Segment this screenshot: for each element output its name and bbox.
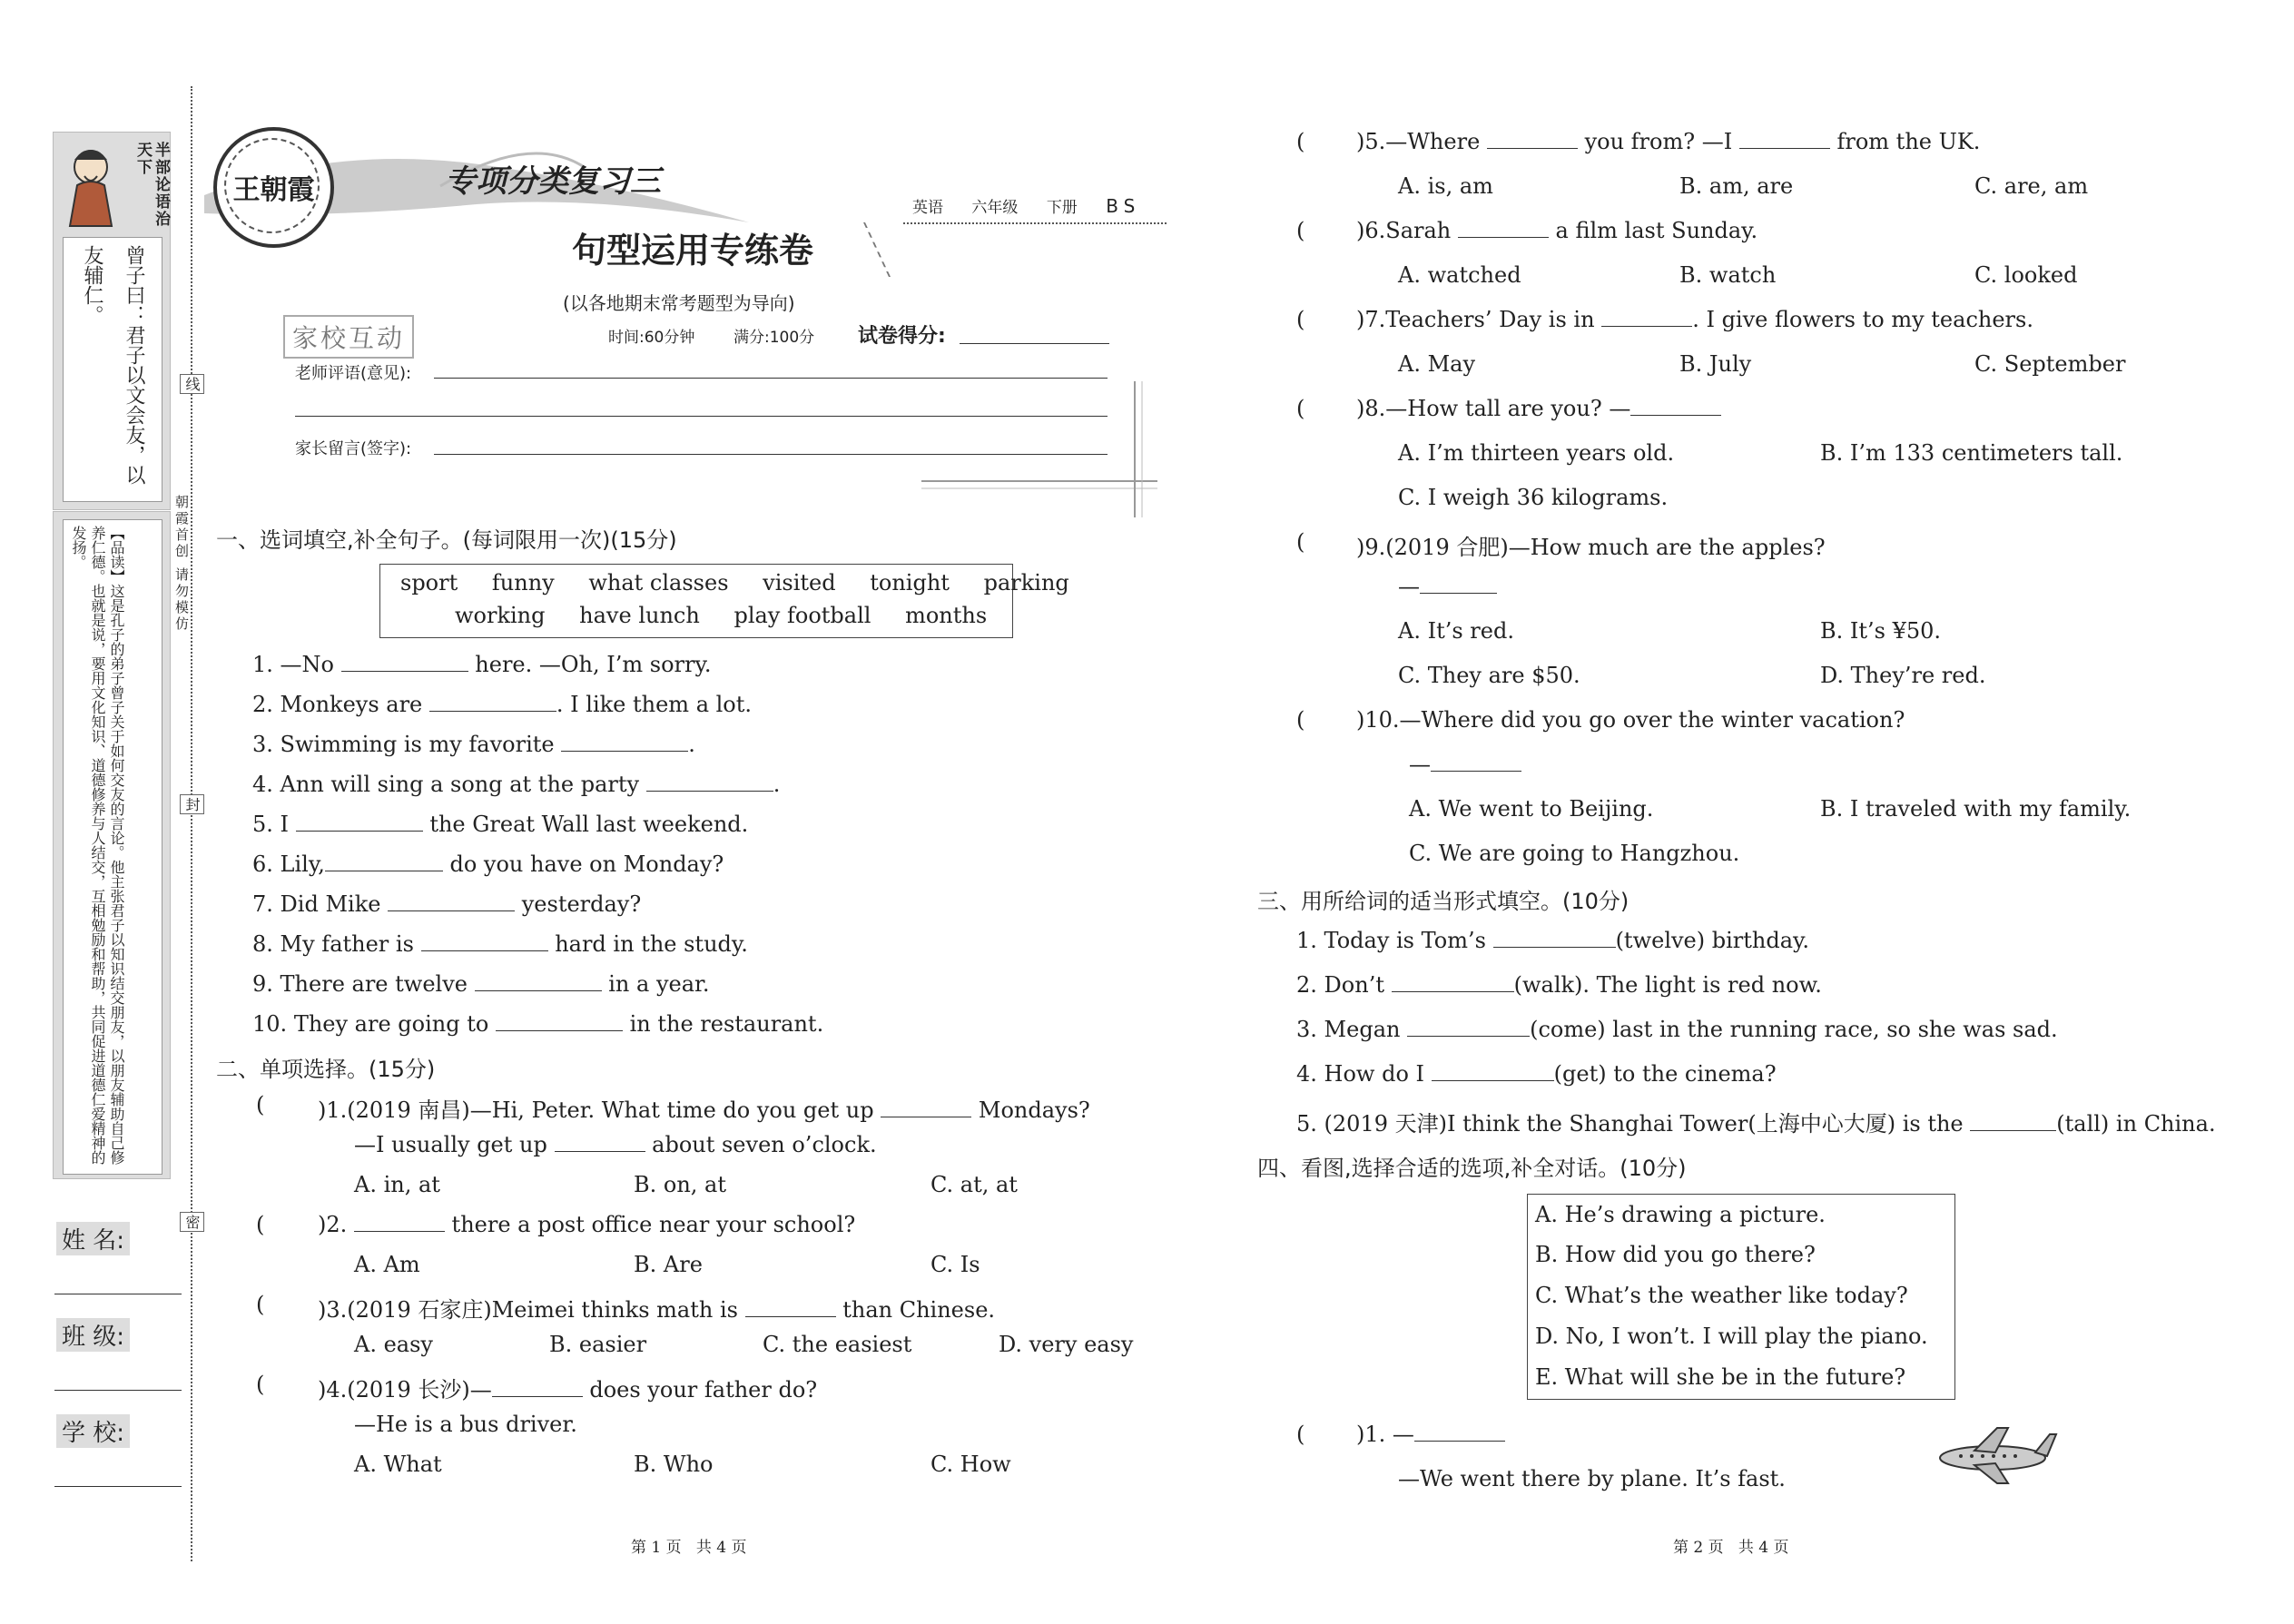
option-e: E. What will she be in the future?: [1535, 1364, 1906, 1390]
option[interactable]: C. How: [930, 1452, 1011, 1477]
main-title: 句型运用专练卷: [572, 230, 814, 271]
answer-blank[interactable]: [1630, 397, 1721, 416]
s3-item-1: 1. Today is Tom’s (twelve) birthday.: [1296, 928, 1810, 953]
option[interactable]: D. They’re red.: [1820, 663, 1986, 688]
answer-blank[interactable]: [646, 773, 773, 792]
answer-blank[interactable]: [1392, 973, 1514, 992]
answer-paren[interactable]: (: [1296, 307, 1305, 332]
option-d: D. No, I won’t. I will play the piano.: [1535, 1324, 1928, 1349]
home-school-badge: 家校互动: [283, 315, 414, 359]
s4-q1: )1. —: [1356, 1422, 1505, 1447]
word-bank-word: funny: [491, 570, 555, 595]
s2-q7: )7.Teachers’ Day is in . I give flowers to my teachers.: [1356, 307, 2033, 332]
word-bank-word: tonight: [870, 570, 950, 595]
option[interactable]: B. watch: [1679, 262, 1777, 288]
section4-title: 四、看图,选择合适的选项,补全对话。(10分): [1257, 1156, 1687, 1181]
airplane-icon: [1934, 1423, 2061, 1487]
word-bank: [379, 564, 1069, 638]
answer-paren[interactable]: (: [1296, 396, 1305, 421]
answer-blank[interactable]: [492, 1378, 583, 1397]
school-label: 学 校:: [56, 1414, 130, 1448]
section1-title: 一、选词填空,补全句子。(每词限用一次)(15分): [216, 527, 677, 553]
word-bank-word: visited: [763, 570, 836, 595]
copyright-notice: 朝霞首创 请勿模仿: [173, 495, 190, 633]
s1-item-5: 5. I the Great Wall last weekend.: [252, 812, 749, 837]
answer-blank[interactable]: [1601, 308, 1692, 327]
answer-blank[interactable]: [429, 693, 556, 712]
answer-blank[interactable]: [1407, 1018, 1530, 1037]
option[interactable]: C. We are going to Hangzhou.: [1409, 841, 1740, 866]
option[interactable]: B. It’s ¥50.: [1820, 618, 1942, 644]
score-label: 试卷得分:: [858, 325, 946, 348]
word-bank-word: have lunch: [579, 603, 700, 628]
s2-q9-line2: —: [1398, 574, 1497, 599]
s1-item-3: 3. Swimming is my favorite .: [252, 732, 695, 757]
answer-blank[interactable]: [1739, 130, 1830, 149]
series-title: 专项分类复习三: [445, 163, 661, 200]
word-bank-word: play football: [733, 603, 871, 628]
option[interactable]: B. I traveled with my family.: [1820, 796, 2132, 822]
s1-item-7: 7. Did Mike yesterday?: [252, 891, 642, 917]
answer-paren[interactable]: (: [1296, 129, 1305, 154]
option[interactable]: A. is, am: [1398, 173, 1493, 199]
answer-paren[interactable]: (: [256, 1092, 265, 1117]
answer-blank[interactable]: [475, 972, 602, 991]
cut-line-mark-1: 线: [180, 374, 204, 394]
option[interactable]: A. It’s red.: [1398, 618, 1514, 644]
sidebar: [53, 132, 169, 1185]
meta-edition: BS: [1106, 195, 1141, 217]
option[interactable]: A. watched: [1398, 262, 1521, 288]
option[interactable]: C. the easiest: [763, 1332, 912, 1357]
s2-q1-line2: —I usually get up about seven o’clock.: [354, 1132, 877, 1157]
meta-divider: [863, 222, 922, 277]
page-number-2: 第 2 页 共 4 页: [1673, 1539, 1789, 1557]
cut-line: [191, 86, 192, 1561]
s2-q8: )8.—How tall are you? —: [1356, 396, 1721, 421]
brand-logo-text: 王朝霞: [232, 174, 315, 206]
s3-item-5: 5. (2019 天津)I think the Shanghai Tower(上海中心大厦) is the (tall) in China.: [1296, 1111, 2216, 1137]
page-number-1: 第 1 页 共 4 页: [631, 1539, 747, 1557]
s3-item-2: 2. Don’t (walk). The light is red now.: [1296, 972, 1822, 998]
answer-blank[interactable]: [1431, 753, 1521, 772]
answer-blank[interactable]: [881, 1098, 971, 1117]
cut-line-mark-2: 封: [180, 794, 204, 814]
answer-blank[interactable]: [1970, 1112, 2056, 1131]
option[interactable]: B. on, at: [634, 1172, 727, 1197]
option-b: B. How did you go there?: [1535, 1242, 1816, 1267]
answer-blank[interactable]: [354, 1213, 445, 1232]
answer-blank[interactable]: [561, 733, 688, 752]
option[interactable]: C. I weigh 36 kilograms.: [1398, 485, 1669, 510]
option[interactable]: B. Are: [634, 1252, 703, 1277]
parent-comment-label: 家长留言(签字):: [295, 439, 412, 458]
answer-blank[interactable]: [388, 892, 515, 911]
sidebar-commentary: 【品读】这是孔子的弟子曾子关于如何交友的言论。他主张君子以知识结交朋友，以朋友辅助自己修养仁德。也就是说，要用文化知识、道德修养与人结交，互相勉励和帮助，共同促进道德仁爱精神的发扬。: [70, 526, 125, 1165]
time-label: 时间:60分钟: [608, 329, 695, 347]
sidebar-quote: 曾子曰：君子以文会友，以友辅仁。: [81, 245, 145, 485]
s2-q4-line2: —He is a bus driver.: [354, 1412, 577, 1437]
sidebar-header-chars: 半部论语治天下: [133, 142, 170, 228]
s1-item-8: 8. My father is hard in the study.: [252, 931, 748, 957]
s2-q10: )10.—Where did you go over the winter vacation?: [1356, 707, 1905, 733]
option[interactable]: A. We went to Beijing.: [1409, 796, 1654, 822]
answer-blank[interactable]: [555, 1133, 645, 1152]
option[interactable]: A. What: [354, 1452, 442, 1477]
option[interactable]: B. July: [1679, 351, 1752, 377]
answer-paren[interactable]: (: [256, 1292, 265, 1317]
answer-blank[interactable]: [1432, 1062, 1554, 1081]
word-bank-word: months: [905, 603, 988, 628]
s1-item-9: 9. There are twelve in a year.: [252, 971, 710, 997]
teacher-comment-label: 老师评语(意见):: [295, 364, 412, 383]
option[interactable]: A. May: [1398, 351, 1476, 377]
option[interactable]: C. looked: [1974, 262, 2078, 288]
option[interactable]: A. in, at: [354, 1172, 440, 1197]
option[interactable]: B. easier: [549, 1332, 647, 1357]
s3-item-3: 3. Megan (come) last in the running race, so she was sad.: [1296, 1017, 2058, 1042]
section4-options-box: [1527, 1194, 1955, 1400]
s3-item-4: 4. How do I (get) to the cinema?: [1296, 1061, 1777, 1087]
answer-paren[interactable]: (: [1296, 707, 1305, 733]
score-field[interactable]: [960, 343, 1109, 344]
section2-title: 二、单项选择。(15分): [216, 1057, 436, 1082]
answer-blank[interactable]: [421, 932, 548, 951]
option[interactable]: D. very easy: [999, 1332, 1134, 1357]
school-field[interactable]: [54, 1486, 182, 1487]
s4-q1-line2: —We went there by plane. It’s fast.: [1398, 1466, 1786, 1491]
meta-grade: 六年级: [971, 199, 1019, 217]
answer-blank[interactable]: [745, 1298, 836, 1317]
cut-line-mark-3: 密: [180, 1212, 204, 1232]
s2-q10-line2: —: [1409, 752, 1521, 777]
answer-blank[interactable]: [1420, 575, 1497, 594]
option[interactable]: B. Who: [634, 1452, 714, 1477]
meta-underline: [903, 222, 1167, 224]
answer-blank[interactable]: [325, 852, 443, 871]
answer-blank[interactable]: [496, 1012, 623, 1031]
answer-paren[interactable]: (: [1296, 529, 1305, 555]
word-bank-word: working: [455, 603, 546, 628]
option[interactable]: C. at, at: [930, 1172, 1018, 1197]
option[interactable]: C. are, am: [1974, 173, 2089, 199]
option-a: A. He’s drawing a picture.: [1535, 1202, 1826, 1227]
sidebar-quote-box: [53, 132, 171, 510]
option[interactable]: C. They are $50.: [1398, 663, 1580, 688]
word-bank-word: parking: [983, 570, 1069, 595]
full-score-label: 满分:100分: [733, 329, 815, 347]
s2-q5: )5.—Where you from? —I from the UK.: [1356, 129, 1981, 154]
answer-paren[interactable]: (: [256, 1212, 265, 1237]
option[interactable]: A. Am: [354, 1252, 420, 1277]
s1-item-4: 4. Ann will sing a song at the party .: [252, 772, 781, 797]
answer-paren[interactable]: (: [256, 1372, 265, 1397]
option[interactable]: B. I’m 133 centimeters tall.: [1820, 440, 2123, 466]
confucius-illustration: [59, 140, 123, 231]
word-bank-word: sport: [400, 570, 458, 595]
class-field[interactable]: [54, 1390, 182, 1391]
s2-q9: )9.(2019 合肥)—How much are the apples?: [1356, 535, 1826, 560]
header-meta: [912, 194, 1140, 217]
option[interactable]: C. Is: [930, 1252, 980, 1277]
word-bank-word: what classes: [588, 570, 729, 595]
answer-blank[interactable]: [1493, 929, 1616, 948]
option[interactable]: C. September: [1974, 351, 2126, 377]
s1-item-1: 1. —No here. —Oh, I’m sorry.: [252, 652, 712, 677]
sidebar-commentary-box: [53, 511, 171, 1179]
answer-blank[interactable]: [1414, 1422, 1505, 1442]
s1-item-2: 2. Monkeys are . I like them a lot.: [252, 692, 753, 717]
option[interactable]: A. easy: [354, 1332, 433, 1357]
class-label: 班 级:: [56, 1318, 130, 1352]
s1-item-10: 10. They are going to in the restaurant.: [252, 1011, 824, 1037]
s2-q4: )4.(2019 长沙)— does your father do?: [318, 1377, 818, 1403]
answer-blank[interactable]: [341, 653, 468, 672]
option[interactable]: A. I’m thirteen years old.: [1398, 440, 1675, 466]
s2-q2: )2. there a post office near your school?: [318, 1212, 856, 1237]
meta-subject: 英语: [912, 199, 943, 217]
meta-term: 下册: [1046, 199, 1078, 217]
s2-q1: )1.(2019 南昌)—Hi, Peter. What time do you get up Mondays?: [318, 1097, 1090, 1123]
name-label: 姓 名:: [56, 1222, 130, 1255]
section3-title: 三、用所给词的适当形式填空。(10分): [1257, 889, 1629, 914]
s2-q6: )6.Sarah a film last Sunday.: [1356, 218, 1758, 243]
s1-item-6: 6. Lily, do you have on Monday?: [252, 851, 724, 877]
answer-blank[interactable]: [296, 812, 423, 832]
subtitle: (以各地期末常考题型为导向): [563, 292, 795, 314]
brand-logo: [213, 127, 334, 248]
option[interactable]: B. am, are: [1679, 173, 1794, 199]
answer-paren[interactable]: (: [1296, 218, 1305, 243]
teacher-comment-field[interactable]: [434, 378, 1108, 379]
answer-blank[interactable]: [1487, 130, 1578, 149]
option-c: C. What’s the weather like today?: [1535, 1283, 1908, 1308]
answer-blank[interactable]: [1458, 219, 1549, 238]
answer-paren[interactable]: (: [1296, 1422, 1305, 1447]
header-decor-lines: [921, 381, 1157, 517]
s2-q3: )3.(2019 石家庄)Meimei thinks math is than Chinese.: [318, 1297, 996, 1323]
